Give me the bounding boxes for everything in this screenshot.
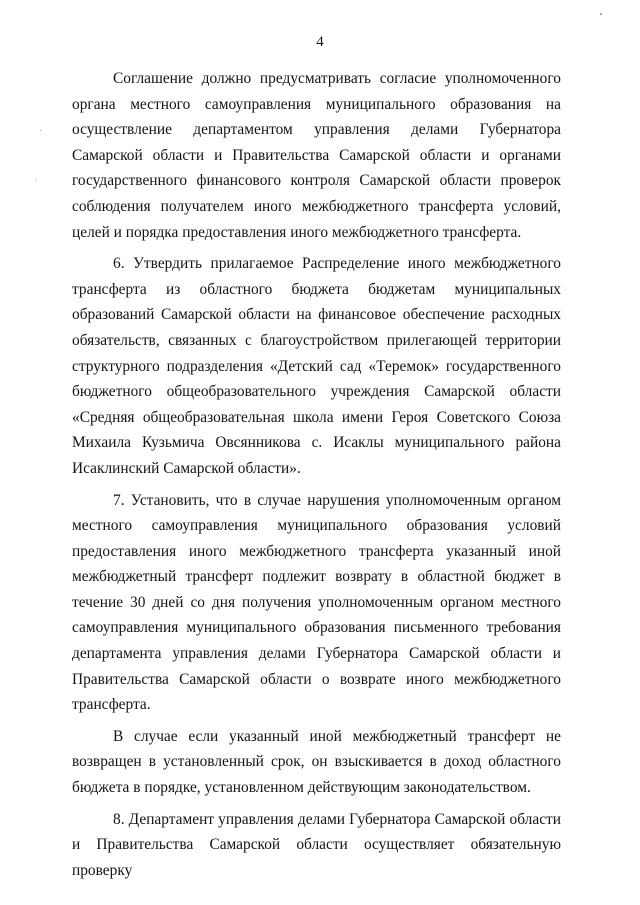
- scan-speck: [35, 180, 36, 181]
- paragraph-7-return-conditions: 7. Установить, что в случае нарушения уполномоченным органом местного самоуправления муниципального образования условий предоставления иного межбюджетного трансферта указанный иной межбюджетный трансферт подлежит возврату в областной бюджет в течение 30 дней со дня получения уполномоченным органом местного самоуправления муниципального образования письменного требования департамента управления делами Губернатора Самарской области и Правительства Самарской области о возврате иного межбюджетного трансферта.: [72, 491, 561, 714]
- document-body: [72, 66, 561, 883]
- paragraph-8-department-check: 8. Департамент управления делами Губернатора Самарской области и Правительства Самарской области осуществляет обязательную проверку: [72, 810, 561, 879]
- paragraph-recovery: В случае если указанный иной межбюджетный трансферт не возвращен в установленный срок, он взыскивается в доход областного бюджета в порядке, установленном действующим законодательством.: [72, 727, 561, 797]
- scan-speck: [600, 13, 602, 15]
- paragraph-agreement-consent: Соглашение должно предусматривать согласие уполномоченного органа местного самоуправления муниципального образования на осуществление департаментом управления делами Губернатора Самарской области и Правительства Самарской области и органами государственного финансового контроля Самарской области проверок соблюдения получателем иного межбюджетного трансферта условий, целей и порядка предоставления иного межбюджетного трансферта.: [72, 70, 561, 241]
- paragraph-6-approve-distribution: 6. Утвердить прилагаемое Распределение иного межбюджетного трансферта из областного бюджета бюджетам муниципальных образований Самарской области на финансовое обеспечение расходных обязательств, связанных с благоустройством прилегающей территории структурного подразделения «Детский сад «Теремок» государственного бюджетного общеобразовательного учреждения Самарской области «Средняя общеобразовательная школа имени Героя Советского Союза Михаила Кузьмича Овсянникова с. Исаклы муниципального района Исаклинский Самарской области».: [72, 255, 561, 477]
- page-number: 4: [316, 34, 324, 50]
- scan-speck: [40, 130, 41, 131]
